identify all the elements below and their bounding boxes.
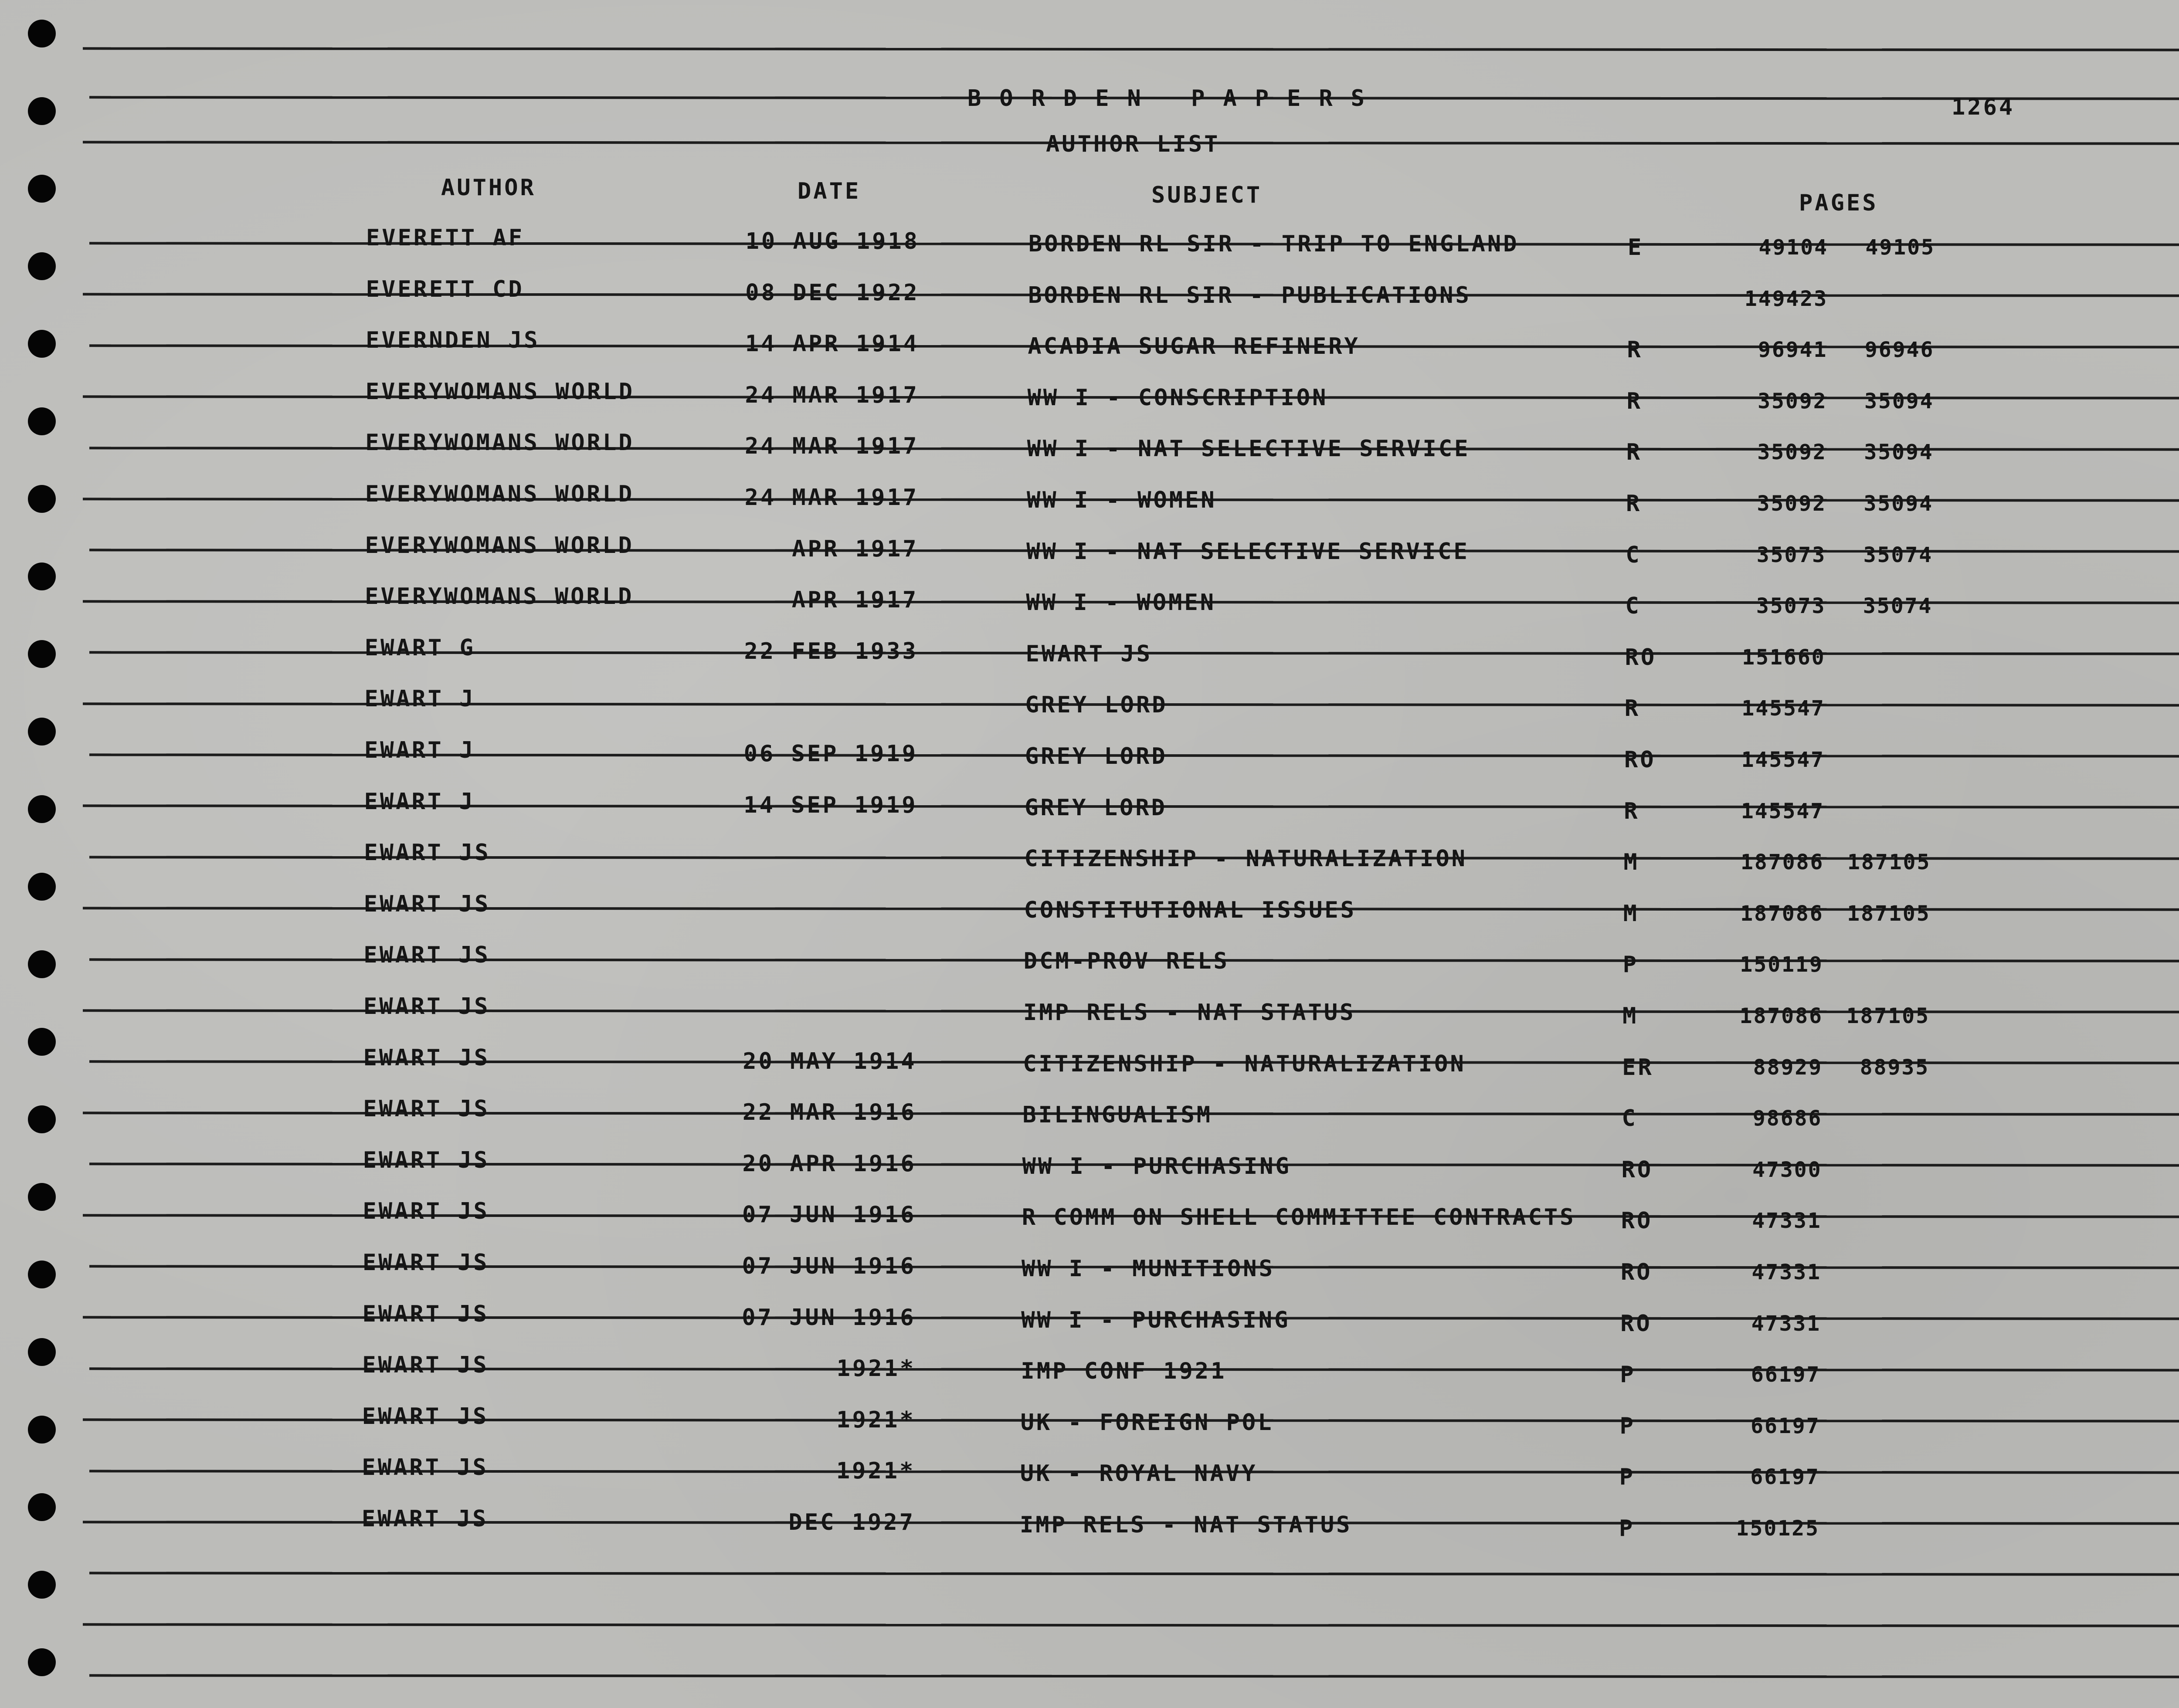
code-cell: RO [1621, 1259, 1653, 1285]
subject-cell: CITIZENSHIP - NATURALIZATION [1023, 1051, 1466, 1077]
subject-cell: WW I - CONSCRIPTION [1027, 384, 1328, 411]
date-cell: APR 1917 [792, 535, 919, 562]
page-start-cell: 35092 [1757, 491, 1826, 516]
page-start-cell: 35073 [1756, 594, 1826, 619]
date-cell: 20 APR 1916 [742, 1150, 916, 1177]
date-cell: DEC 1927 [788, 1509, 915, 1535]
left-tractor-holes [28, 0, 63, 1708]
subject-cell: R COMM ON SHELL COMMITTEE CONTRACTS [1022, 1204, 1576, 1231]
page-start-cell: 35092 [1758, 389, 1827, 413]
date-cell: 07 JUN 1916 [742, 1253, 916, 1279]
page-end-cell: 35094 [1863, 491, 1933, 516]
tractor-hole [28, 873, 56, 901]
tractor-hole [28, 20, 56, 47]
subject-cell: CITIZENSHIP - NATURALIZATION [1024, 846, 1467, 872]
date-cell: 24 MAR 1917 [745, 382, 919, 408]
tractor-hole [28, 1183, 56, 1211]
page-end-cell: 35074 [1863, 594, 1933, 619]
subject-cell: BORDEN RL SIR - TRIP TO ENGLAND [1028, 231, 1519, 257]
subject-cell: IMP CONF 1921 [1021, 1358, 1227, 1385]
page-start-cell: 151660 [1742, 645, 1826, 670]
tractor-hole [28, 795, 56, 823]
tractor-hole [28, 563, 56, 590]
code-cell: M [1623, 900, 1639, 927]
date-cell: 1921* [836, 1356, 916, 1382]
column-header-date: DATE [798, 178, 861, 204]
code-cell: P [1619, 1464, 1636, 1491]
code-cell: M [1622, 1003, 1639, 1029]
subject-cell: WW I - NAT SELECTIVE SERVICE [1026, 538, 1470, 565]
page-start-cell: 150119 [1740, 952, 1823, 977]
code-cell: R [1627, 337, 1643, 363]
tractor-hole [28, 1493, 56, 1521]
subject-cell: WW I - WOMEN [1027, 487, 1217, 513]
page-start-cell: 49104 [1758, 235, 1828, 260]
tractor-hole [28, 1105, 56, 1133]
date-cell: 07 JUN 1916 [742, 1304, 916, 1331]
code-cell: ER [1622, 1054, 1654, 1081]
date-cell: 14 SEP 1919 [743, 792, 918, 818]
author-cell: EWART J [364, 788, 475, 815]
code-cell: P [1620, 1362, 1636, 1388]
author-cell: EWART JS [363, 1198, 489, 1225]
tractor-hole [28, 640, 56, 668]
tractor-hole [28, 1571, 56, 1599]
subject-cell: IMP RELS - NAT STATUS [1023, 1000, 1356, 1026]
author-cell: EWART JS [362, 1352, 489, 1379]
list-subtitle: AUTHOR LIST [1046, 131, 1220, 157]
code-cell: C [1625, 593, 1641, 620]
author-cell: EWART JS [363, 1147, 490, 1173]
author-cell: EWART JS [362, 1403, 489, 1430]
tractor-hole [28, 175, 56, 203]
page-start-cell: 187086 [1741, 850, 1824, 875]
tractor-hole [28, 330, 56, 358]
author-cell: EVERNDEN JS [366, 327, 540, 354]
subject-cell: WW I - MUNITIONS [1022, 1256, 1275, 1282]
author-cell: EWART JS [363, 942, 490, 969]
author-cell: EVERYWOMANS WORLD [365, 378, 635, 405]
date-cell: 22 FEB 1933 [744, 638, 918, 664]
subject-cell: WW I - PURCHASING [1022, 1153, 1291, 1179]
page-start-cell: 96941 [1758, 338, 1828, 363]
page-start-cell: 88929 [1753, 1055, 1823, 1080]
column-header-subject: SUBJECT [1151, 182, 1263, 208]
ruled-line [89, 1572, 2179, 1576]
date-cell: 22 MAR 1916 [742, 1099, 917, 1126]
page-end-cell: 88935 [1860, 1055, 1930, 1080]
subject-cell: CONSTITUTIONAL ISSUES [1024, 897, 1357, 923]
page-end-cell: 35094 [1864, 440, 1934, 465]
page-end-cell: 35094 [1864, 389, 1934, 413]
tractor-hole [28, 1416, 56, 1444]
date-cell: 06 SEP 1919 [743, 741, 918, 767]
author-cell: EVERETT CD [366, 276, 524, 302]
code-cell: E [1628, 234, 1644, 261]
page-number: 1264 [1952, 94, 2015, 120]
page-start-cell: 35073 [1756, 542, 1826, 567]
page-start-cell: 47331 [1752, 1209, 1822, 1234]
code-cell: C [1626, 542, 1642, 568]
page-start-cell: 35092 [1757, 440, 1827, 465]
date-cell: 1921* [836, 1406, 916, 1433]
date-cell: 08 DEC 1922 [745, 279, 920, 306]
page-start-cell: 145547 [1741, 799, 1825, 824]
page-start-cell: 150125 [1736, 1516, 1819, 1541]
author-cell: EVERYWOMANS WORLD [365, 532, 634, 559]
tractor-hole [28, 407, 56, 435]
tractor-hole [28, 1648, 56, 1676]
page-start-cell: 149423 [1744, 286, 1828, 311]
author-cell: EVERYWOMANS WORLD [365, 583, 634, 610]
subject-cell: GREY LORD [1025, 794, 1167, 821]
date-cell: 24 MAR 1917 [744, 485, 919, 511]
page-start-cell: 47331 [1751, 1311, 1821, 1336]
ruled-line [83, 47, 2179, 51]
page-start-cell: 47300 [1752, 1157, 1822, 1182]
page-start-cell: 145547 [1741, 748, 1825, 772]
date-cell: 14 APR 1914 [745, 331, 920, 357]
date-cell: 24 MAR 1917 [745, 433, 919, 460]
author-cell: EWART JS [362, 1506, 489, 1532]
page-start-cell: 66197 [1750, 1465, 1820, 1490]
date-cell: 1921* [836, 1458, 916, 1484]
tractor-hole [28, 950, 56, 978]
tractor-hole [28, 1028, 56, 1056]
subject-cell: GREY LORD [1025, 692, 1168, 718]
author-cell: EWART JS [363, 993, 490, 1020]
subject-cell: EWART JS [1025, 640, 1153, 667]
author-cell: EWART JS [364, 840, 491, 866]
date-cell: APR 1917 [791, 587, 919, 613]
subject-cell: BORDEN RL SIR - PUBLICATIONS [1028, 282, 1471, 308]
page-end-cell: 96946 [1864, 338, 1935, 363]
code-cell: M [1623, 849, 1639, 876]
page-end-cell: 187105 [1847, 850, 1931, 875]
author-cell: EVERYWOMANS WORLD [365, 481, 635, 507]
subject-cell: ACADIA SUGAR REFINERY [1028, 333, 1360, 360]
code-cell: RO [1625, 644, 1657, 671]
tractor-hole [28, 1338, 56, 1366]
page-end-cell: 187105 [1846, 1004, 1930, 1028]
code-cell: P [1622, 952, 1639, 978]
subject-cell: BILINGUALISM [1022, 1102, 1213, 1128]
author-cell: EVERYWOMANS WORLD [365, 430, 635, 456]
subject-cell: WW I - NAT SELECTIVE SERVICE [1027, 436, 1470, 462]
author-cell: EWART JS [363, 1044, 490, 1071]
date-cell: 20 MAY 1914 [743, 1048, 917, 1074]
page-start-cell: 47331 [1751, 1260, 1821, 1284]
author-cell: EVERETT AF [366, 225, 525, 251]
author-cell: EWART JS [363, 891, 491, 917]
code-cell: RO [1620, 1310, 1652, 1337]
tractor-hole [28, 718, 56, 746]
subject-cell: UK - FOREIGN POL [1020, 1409, 1274, 1436]
author-cell: EWART G [364, 634, 475, 661]
code-cell: R [1626, 491, 1642, 517]
ruled-line [83, 1623, 2179, 1627]
code-cell: RO [1621, 1156, 1653, 1183]
ruled-line [89, 1674, 2179, 1678]
subject-cell: DCM-PROV RELS [1023, 948, 1229, 975]
code-cell: P [1619, 1413, 1636, 1439]
page-start-cell: 66197 [1751, 1413, 1820, 1438]
tractor-hole [28, 252, 56, 280]
date-cell: 10 AUG 1918 [745, 228, 920, 254]
author-cell: EWART JS [363, 1250, 489, 1276]
column-header-pages: PAGES [1799, 190, 1878, 216]
subject-cell: WW I - PURCHASING [1021, 1307, 1290, 1333]
page-start-cell: 66197 [1751, 1362, 1821, 1387]
date-cell: 07 JUN 1916 [742, 1202, 916, 1228]
page-start-cell: 187086 [1739, 1004, 1823, 1028]
code-cell: C [1622, 1105, 1638, 1132]
page-end-cell: 187105 [1847, 901, 1931, 926]
code-cell: P [1619, 1515, 1635, 1542]
page-start-cell: 187086 [1740, 901, 1824, 926]
page-start-cell: 98686 [1752, 1106, 1823, 1131]
code-cell: R [1626, 439, 1643, 466]
tractor-hole [28, 97, 56, 125]
column-header-author: AUTHOR [441, 175, 536, 201]
subject-cell: GREY LORD [1025, 743, 1168, 769]
author-cell: EWART J [364, 686, 475, 712]
author-cell: EWART J [364, 737, 475, 763]
tractor-hole [28, 485, 56, 513]
tractor-hole [28, 1261, 56, 1288]
subject-cell: UK - ROYAL NAVY [1020, 1461, 1258, 1487]
author-cell: EWART JS [363, 1096, 490, 1122]
code-cell: R [1624, 695, 1641, 722]
page-end-cell: 35074 [1863, 542, 1933, 567]
subject-cell: IMP RELS - NAT STATUS [1020, 1512, 1352, 1538]
code-cell: RO [1624, 747, 1656, 773]
page-end-cell: 49105 [1865, 235, 1935, 260]
page-start-cell: 145547 [1741, 696, 1825, 721]
author-cell: EWART JS [362, 1301, 489, 1327]
code-cell: R [1626, 388, 1643, 414]
author-cell: EWART JS [362, 1454, 489, 1481]
code-cell: R [1624, 798, 1640, 824]
subject-cell: WW I - WOMEN [1026, 590, 1216, 616]
code-cell: RO [1621, 1208, 1653, 1234]
document-title: BORDEN PAPERS [967, 85, 1383, 112]
